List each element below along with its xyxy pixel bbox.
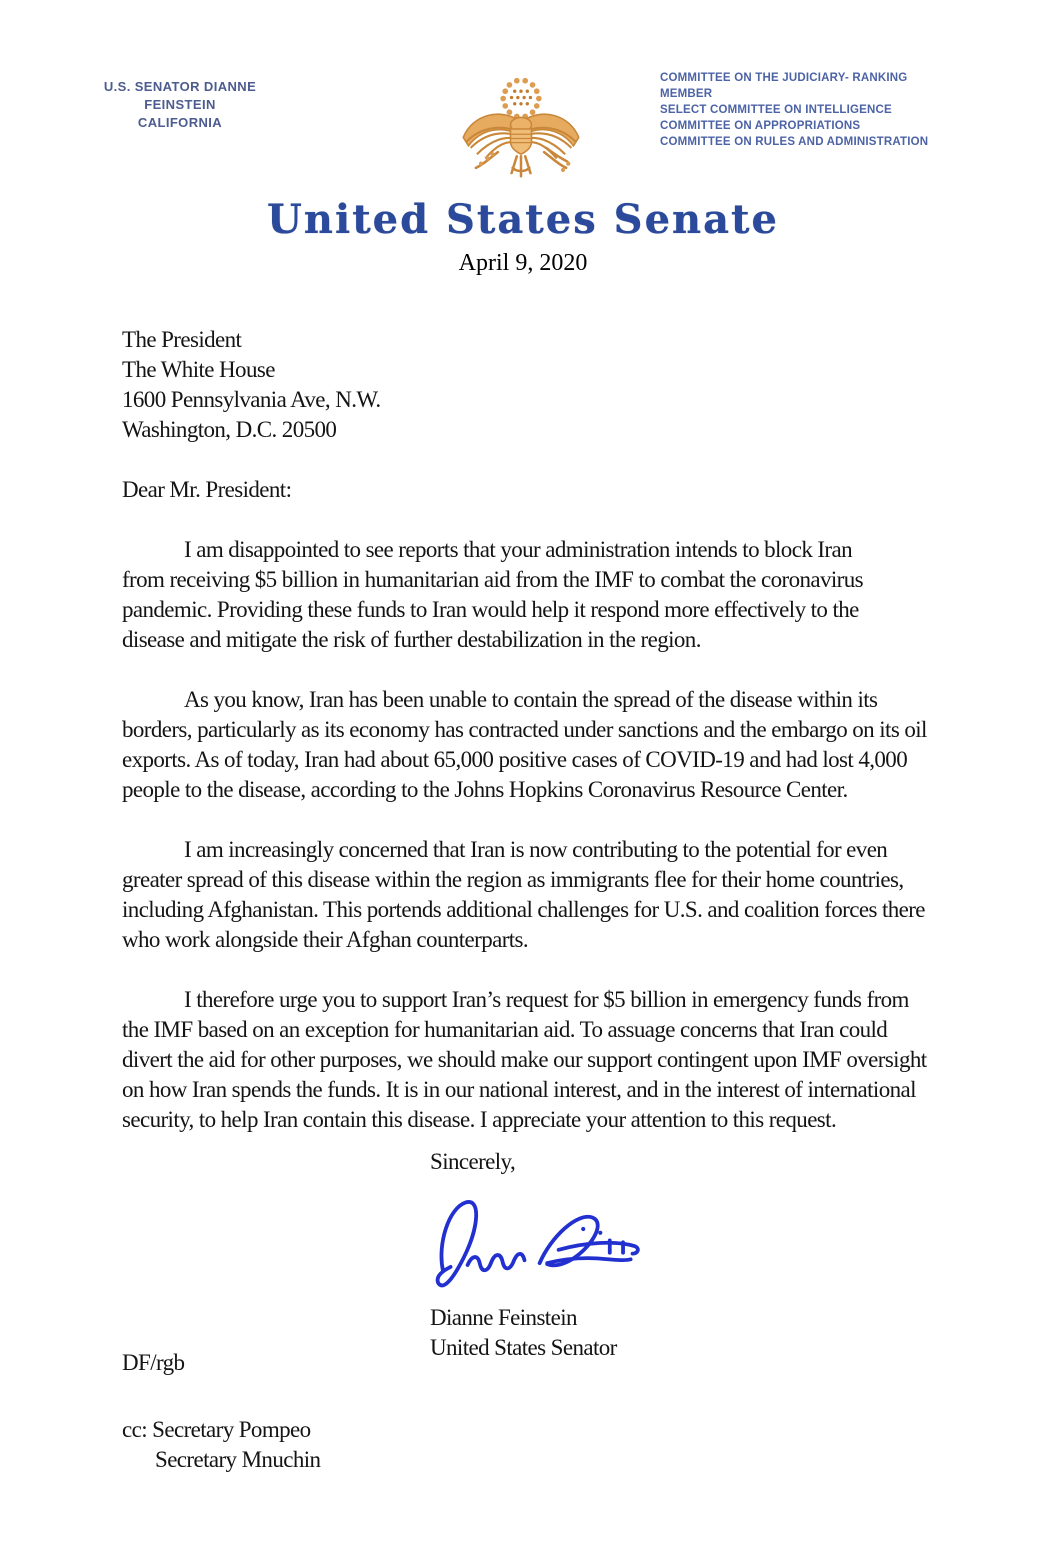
signature [424, 1183, 642, 1295]
paragraph-line: security, to help Iran contain this disease. I appreciate your attention to this request. [122, 1107, 837, 1132]
senate-masthead: United States Senate [267, 196, 779, 243]
recipient-address [122, 325, 974, 445]
paragraph-3 [122, 835, 974, 955]
address-line: The President [122, 327, 242, 352]
paragraph-line: I am increasingly concerned that Iran is now contributing to the potential for even [184, 837, 888, 862]
closing-block [430, 1147, 642, 1363]
paragraph-line: disease and mitigate the risk of further destabilization in the region. [122, 627, 701, 652]
cc-line: Secretary Mnuchin [155, 1447, 321, 1472]
committee-item: SELECT COMMITTEE ON INTELLIGENCE [660, 104, 892, 116]
paragraph-line: exports. As of today, Iran had about 65,000 positive cases of COVID-19 and had lost 4,000 [122, 747, 908, 772]
typist-initials: DF/rgb [122, 1350, 185, 1375]
paragraph-line: I am disappointed to see reports that your administration intends to block Iran [184, 537, 852, 562]
paragraph-1 [122, 535, 974, 655]
handwritten-signature-icon [424, 1183, 642, 1293]
address-line: 1600 Pennsylvania Ave, N.W. [122, 387, 381, 412]
address-line: Washington, D.C. 20500 [122, 417, 337, 442]
committee-item: COMMITTEE ON THE JUDICIARY- RANKING MEMBER [660, 72, 908, 100]
paragraph-2 [122, 685, 974, 805]
paragraph-line: As you know, Iran has been unable to contain the spread of the disease within its [184, 687, 878, 712]
sender-block [68, 78, 292, 132]
committee-item: COMMITTEE ON RULES AND ADMINISTRATION [660, 136, 929, 148]
cc-block [122, 1415, 320, 1475]
signature-name: Dianne Feinstein [430, 1305, 577, 1330]
paragraph-line: greater spread of this disease within the region as immigrants flee for their home countries, [122, 867, 904, 892]
address-line: The White House [122, 357, 275, 382]
paragraph-line: from receiving $5 billion in humanitarian aid from the IMF to combat the coronavirus [122, 567, 863, 592]
letter-date: April 9, 2020 [458, 250, 588, 276]
sender-state: CALIFORNIA [137, 115, 223, 130]
paragraph-4 [122, 985, 974, 1135]
paragraph-line: I therefore urge you to support Iran’s request for $5 billion in emergency funds from [184, 987, 909, 1012]
paragraph-line: on how Iran spends the funds. It is in our national interest, and in the interest of international [122, 1077, 916, 1102]
paragraph-line: including Afghanistan. This portends additional challenges for U.S. and coalition forces there [122, 897, 925, 922]
sender-name: U.S. SENATOR DIANNE FEINSTEIN [103, 79, 257, 112]
letter-body [122, 325, 974, 1135]
paragraph-line: the IMF based on an exception for humanitarian aid. To assuage concerns that Iran could [122, 1017, 888, 1042]
valediction: Sincerely, [430, 1149, 516, 1174]
paragraph-line: people to the disease, according to the Johns Hopkins Coronavirus Resource Center. [122, 777, 848, 802]
committee-list [660, 70, 960, 150]
paragraph-line: divert the aid for other purposes, we should make our support contingent upon IMF oversight [122, 1047, 927, 1072]
cc-line: cc: Secretary Pompeo [122, 1417, 311, 1442]
paragraph-line: pandemic. Providing these funds to Iran would help it respond more effectively to the [122, 597, 859, 622]
salutation: Dear Mr. President: [122, 477, 292, 502]
paragraph-line: who work alongside their Afghan counterparts. [122, 927, 529, 952]
signature-title: United States Senator [430, 1335, 617, 1360]
senate-eagle-seal-icon [458, 70, 584, 188]
paragraph-line: borders, particularly as its economy has contracted under sanctions and the embargo on its oil [122, 717, 927, 742]
committee-item: COMMITTEE ON APPROPRIATIONS [660, 120, 861, 132]
